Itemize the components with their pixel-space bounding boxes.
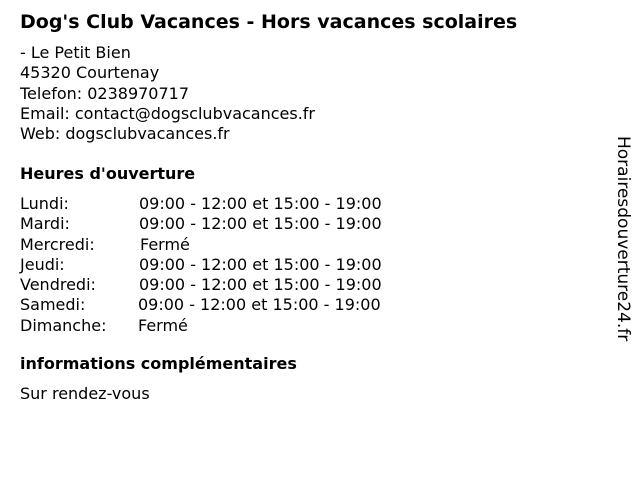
day-hours: 09:00 - 12:00 et 15:00 - 19:00	[138, 295, 381, 315]
address-city: 45320 Courtenay	[20, 63, 160, 83]
day-label: Lundi:	[20, 194, 69, 213]
day-hours: Fermé	[140, 234, 190, 254]
day-label: Samedi:	[20, 295, 86, 315]
info-heading: informations complémentaires	[20, 354, 297, 373]
day-label: Jeudi:	[20, 254, 65, 274]
day-label: Vendredi:	[20, 275, 96, 295]
address-web: Web: dogsclubvacances.fr	[20, 124, 230, 144]
address-email: Email: contact@dogsclubvacances.fr	[20, 103, 316, 123]
site-watermark: Horairesdouverture24.fr	[613, 136, 633, 342]
day-label: Dimanche:	[20, 315, 107, 335]
info-text: Sur rendez-vous	[20, 384, 150, 403]
address-block	[20, 43, 315, 144]
day-hours: 09:00 - 12:00 et 15:00 - 19:00	[139, 214, 382, 234]
day-hours: 09:00 - 12:00 et 15:00 - 19:00	[139, 254, 382, 274]
day-hours: 09:00 - 12:00 et 15:00 - 19:00	[139, 194, 382, 213]
day-label: Mercredi:	[20, 234, 95, 254]
day-hours: Fermé	[138, 315, 188, 335]
address-phone: Telefon: 0238970717	[20, 83, 190, 103]
day-label: Mardi:	[20, 214, 70, 234]
address-street: - Le Petit Bien	[20, 43, 131, 62]
page-title: Dog's Club Vacances - Hors vacances scolaires	[20, 11, 518, 33]
hours-heading: Heures d'ouverture	[20, 164, 196, 183]
day-hours: 09:00 - 12:00 et 15:00 - 19:00	[139, 275, 382, 295]
